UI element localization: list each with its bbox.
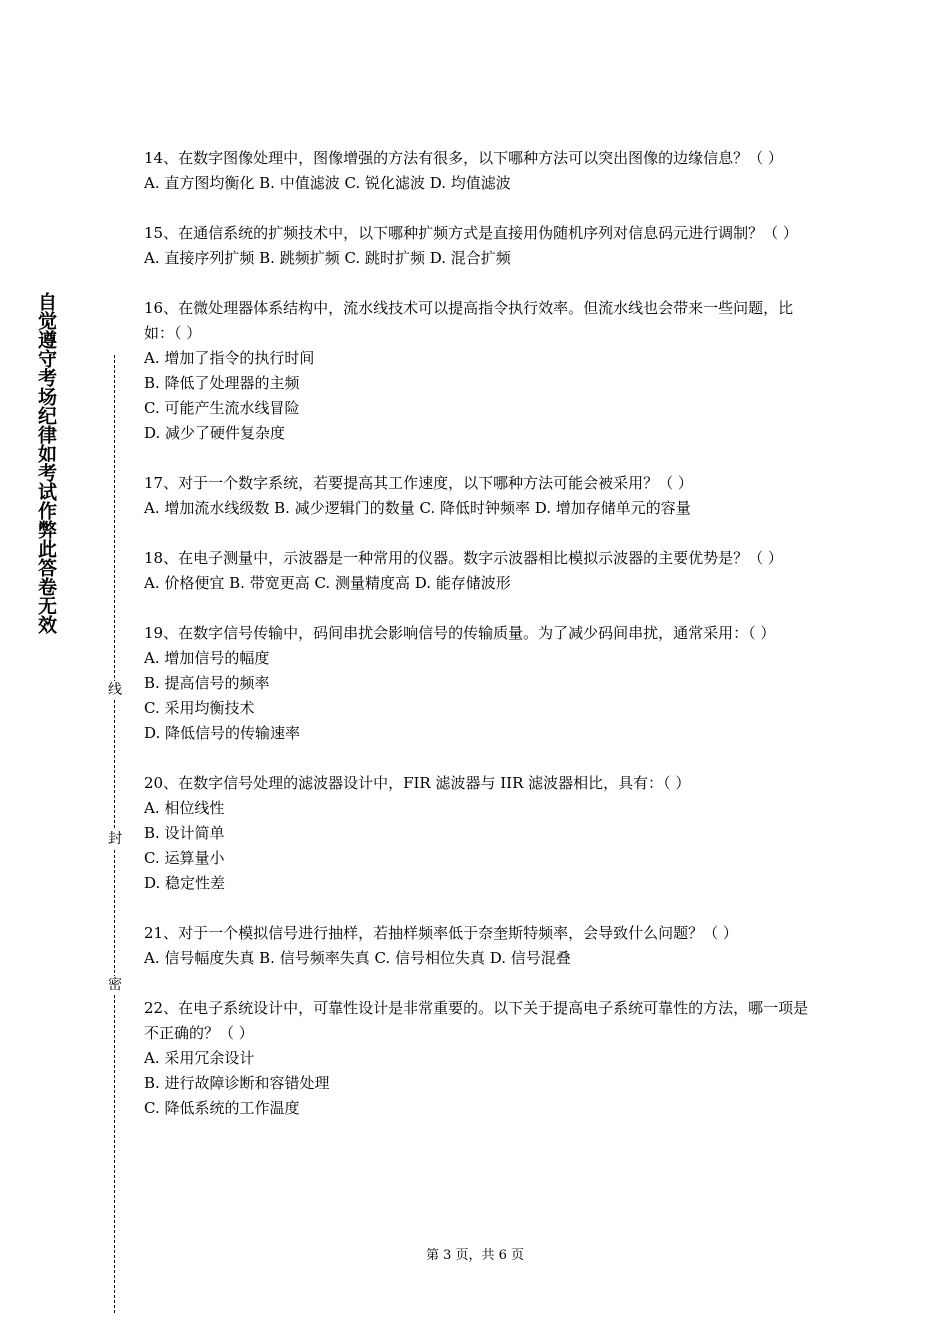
question-18 (144, 546, 819, 596)
question-20 (144, 771, 819, 896)
question-19 (144, 621, 819, 746)
option-b: B. 提高信号的频率 (144, 674, 270, 692)
question-16 (144, 296, 819, 446)
question-17 (144, 471, 819, 521)
question-stem: 22、在电子系统设计中，可靠性设计是非常重要的。以下关于提高电子系统可靠性的方法，哪一项是不正确的？（ ） (144, 999, 809, 1042)
question-22 (144, 996, 819, 1121)
option-d: D. 稳定性差 (144, 874, 226, 892)
question-stem: 18、在电子测量中，示波器是一种常用的仪器。数字示波器相比模拟示波器的主要优势是？（ ） (144, 549, 783, 567)
question-stem: 21、对于一个模拟信号进行抽样，若抽样频率低于奈奎斯特频率，会导致什么问题？（ ） (144, 924, 738, 942)
question-options: A. 直接序列扩频 B. 跳频扩频 C. 跳时扩频 D. 混合扩频 (144, 249, 511, 267)
binding-mark-xian: 线 (108, 682, 122, 698)
question-stem: 15、在通信系统的扩频技术中，以下哪种扩频方式是直接用伪随机序列对信息码元进行调制？（ ） (144, 224, 798, 242)
question-options: A. 直方图均衡化 B. 中值滤波 C. 锐化滤波 D. 均值滤波 (144, 174, 511, 192)
page-number-footer: 第 3 页，共 6 页 (425, 1248, 525, 1263)
option-b: B. 降低了处理器的主频 (144, 374, 300, 392)
option-b: B. 进行故障诊断和容错处理 (144, 1074, 330, 1092)
question-stem: 19、在数字信号传输中，码间串扰会影响信号的传输质量。为了减少码间串扰，通常采用：（ ） (144, 624, 776, 642)
option-a: A. 增加了指令的执行时间 (144, 349, 315, 367)
question-options: A. 价格便宜 B. 带宽更高 C. 测量精度高 D. 能存储波形 (144, 574, 511, 592)
question-stem: 20、在数字信号处理的滤波器设计中，FIR 滤波器与 IIR 滤波器相比，具有：（ ） (144, 774, 691, 792)
question-15 (144, 221, 819, 271)
option-a: A. 采用冗余设计 (144, 1049, 255, 1067)
option-d: D. 降低信号的传输速率 (144, 724, 301, 742)
question-stem: 16、在微处理器体系结构中，流水线技术可以提高指令执行效率。但流水线也会带来一些问题，比如：（ ） (144, 299, 794, 342)
option-d: D. 减少了硬件复杂度 (144, 424, 286, 442)
question-14 (144, 146, 819, 196)
exam-discipline-notice: 自觉遵守考场纪律如考试作弊此答卷无效 (35, 292, 57, 634)
question-options: A. 增加流水线级数 B. 减少逻辑门的数量 C. 降低时钟频率 D. 增加存储单元的容量 (144, 499, 691, 517)
option-b: B. 设计简单 (144, 824, 225, 842)
option-c: C. 可能产生流水线冒险 (144, 399, 300, 417)
question-options: A. 信号幅度失真 B. 信号频率失真 C. 信号相位失真 D. 信号混叠 (144, 949, 571, 967)
question-21 (144, 921, 819, 971)
binding-mark-feng: 封 (108, 831, 122, 847)
option-a: A. 增加信号的幅度 (144, 649, 270, 667)
option-a: A. 相位线性 (144, 799, 225, 817)
binding-mark-mi: 密 (108, 977, 122, 993)
question-list (144, 146, 819, 1121)
question-stem: 14、在数字图像处理中，图像增强的方法有很多，以下哪种方法可以突出图像的边缘信息？（ ） (144, 149, 783, 167)
question-stem: 17、对于一个数字系统，若要提高其工作速度，以下哪种方法可能会被采用？（ ） (144, 474, 693, 492)
option-c: C. 采用均衡技术 (144, 699, 255, 717)
option-c: C. 降低系统的工作温度 (144, 1099, 300, 1117)
option-c: C. 运算量小 (144, 849, 225, 867)
